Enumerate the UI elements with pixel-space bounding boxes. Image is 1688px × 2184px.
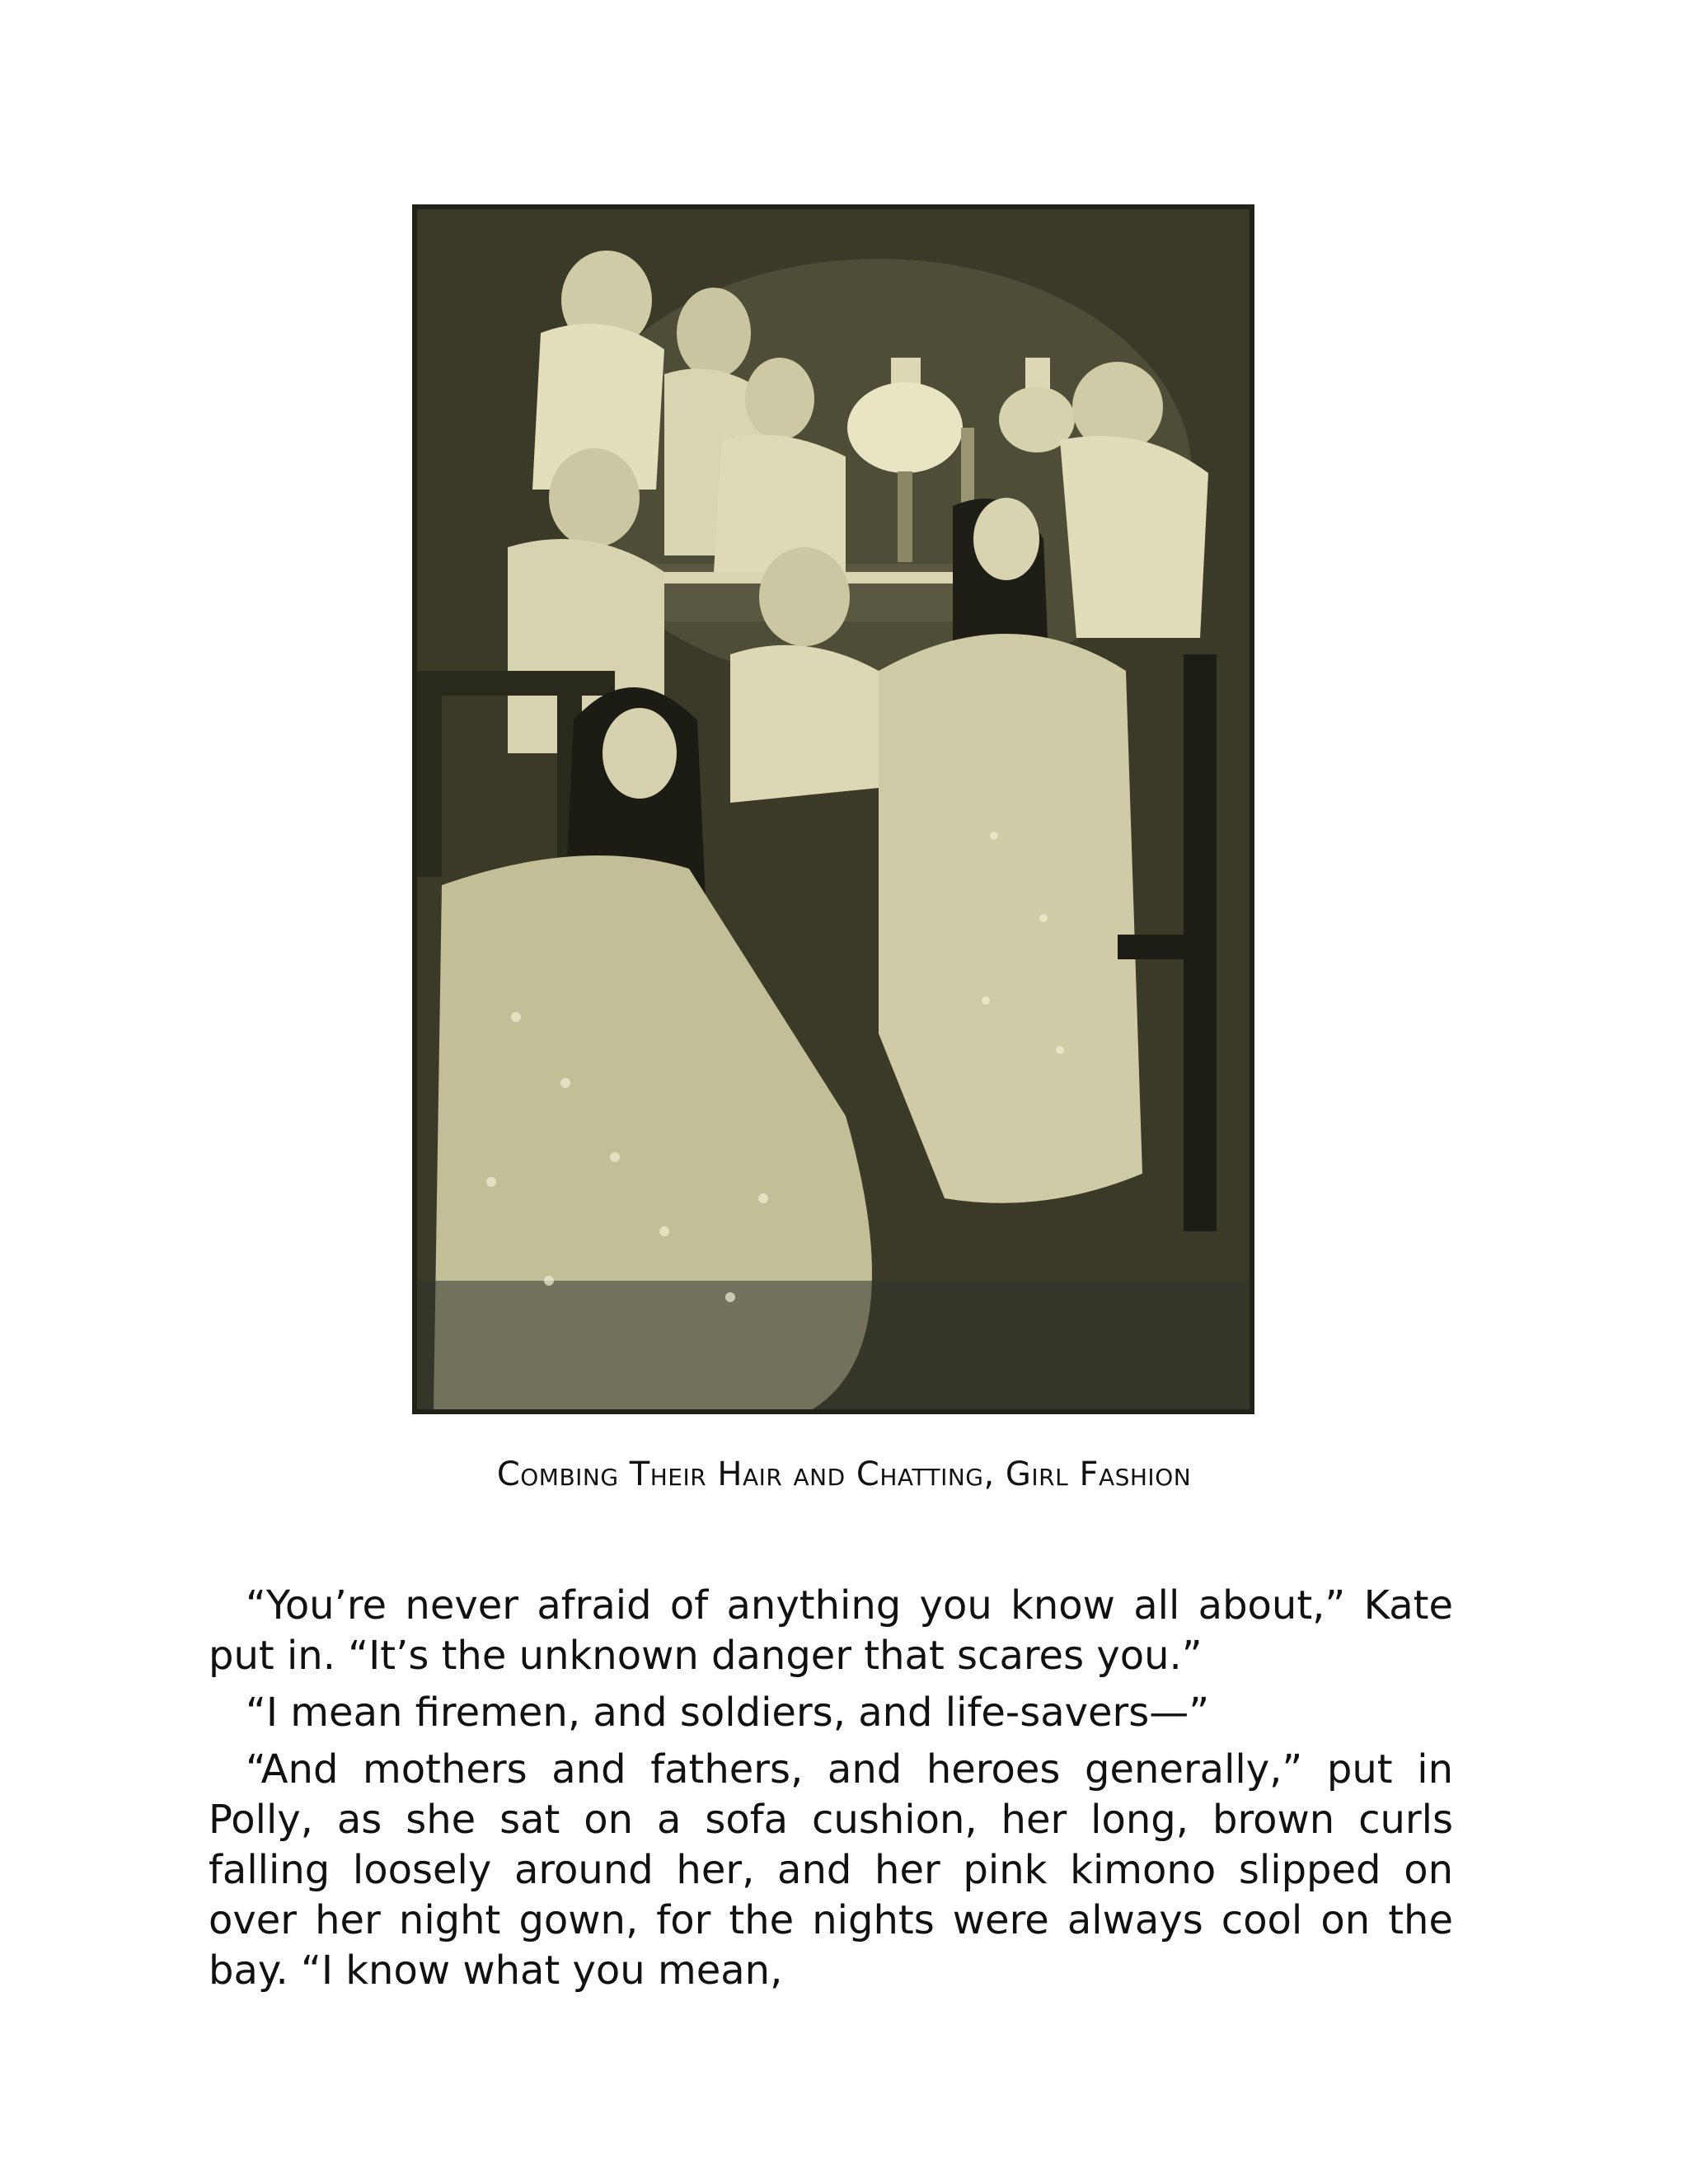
illustration-picture bbox=[417, 209, 1250, 1409]
paragraph: “I mean firemen, and soldiers, and life-savers—” bbox=[246, 1690, 1210, 1736]
figure-caption: Combing Their Hair and Chatting, Girl Fashion bbox=[496, 1455, 1192, 1493]
body-text bbox=[209, 1581, 1453, 2003]
paragraph: “And mothers and fathers, and heroes generally,” put in Polly, as she sat on a sofa cushion, her long, brown curls falling loosely around her, and her pink kimono slipped on over her night gown, for the nights were always cool on the bay. “I know what you mean, bbox=[209, 1746, 1453, 1994]
paragraph: “You’re never afraid of anything you know all about,” Kate put in. “It’s the unknown danger that scares you.” bbox=[209, 1582, 1453, 1679]
illustration-figure bbox=[412, 204, 1254, 1414]
